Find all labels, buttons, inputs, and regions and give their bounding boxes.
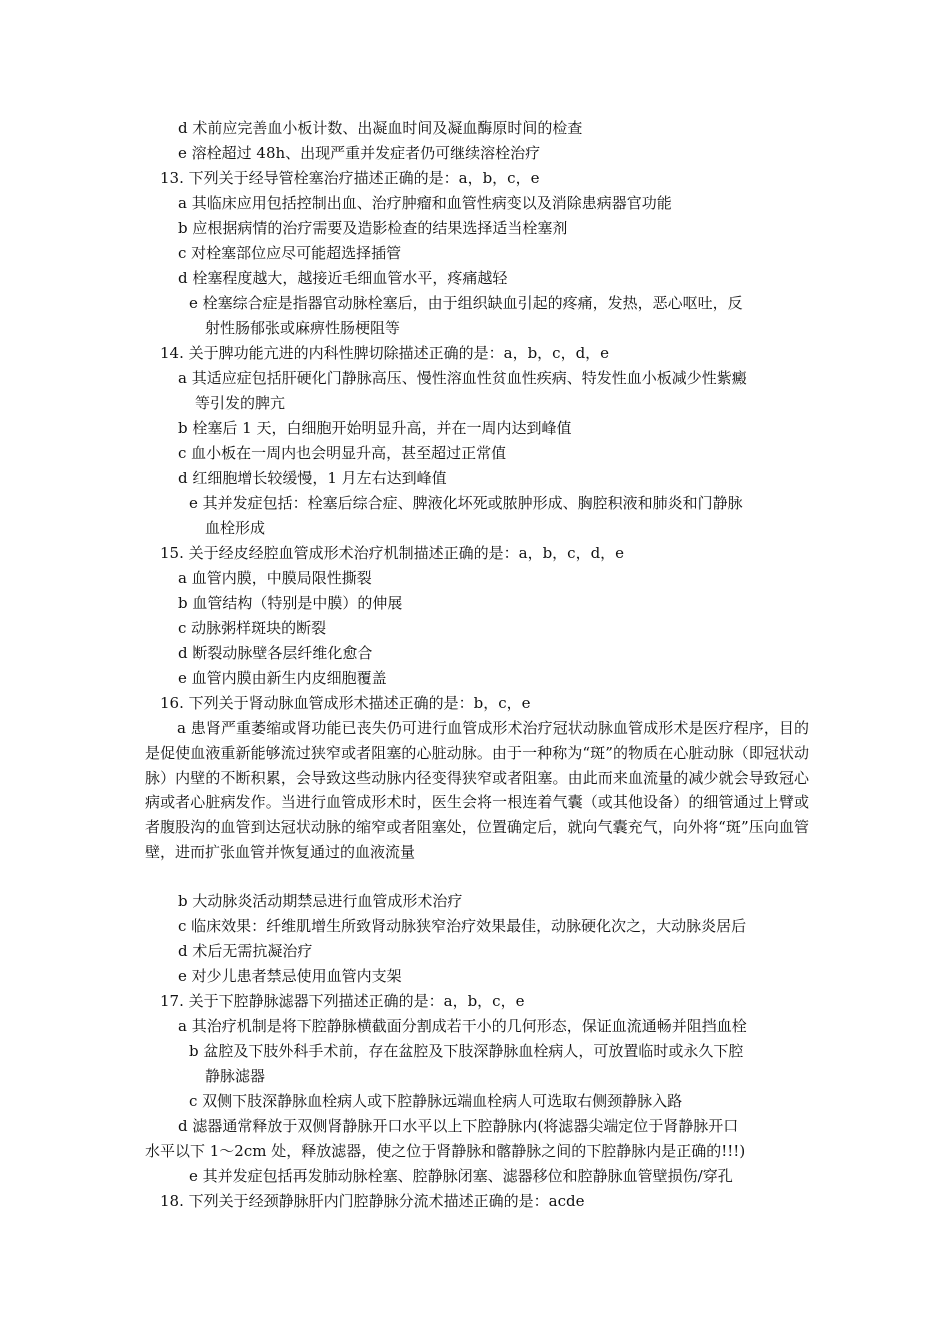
- question-15-option-d: d 断裂动脉壁各层纤维化愈合: [178, 644, 373, 662]
- question-14-option-a-continued: 等引发的脾亢: [195, 394, 286, 412]
- question-16-option-d: d 术后无需抗凝治疗: [178, 942, 313, 960]
- question-13-option-a: a 其临床应用包括控制出血、治疗肿瘤和血管性病变以及消除患病器官功能: [178, 194, 672, 212]
- question-12-option-d: d 术前应完善血小板计数、出凝血时间及凝血酶原时间的检查: [178, 119, 583, 137]
- question-16-option-a: a 患肾严重萎缩或肾功能已丧失仍可进行血管成形术治疗冠状动脉血管成形术是医疗程序，目的是促使血液重新能够流过狭窄或者阻塞的心脏动脉。由于一种称为“斑”的物质在心脏动脉（即冠状动脉）内壁的不断积累，会导致这些动脉内径变得狭窄或者阻塞。由此而来血流量的减少就会导致冠心病或者心脏病发作。当进行血管成形术时，医生会将一根连着气囊（或其他设备）的细管通过上臂或者腹股沟的血管到达冠状动脉的缩窄或者阻塞处，位置确定后，就向气囊充气，向外将“斑”压向血管壁，进而扩张血管并恢复通过的血液流量: [145, 719, 809, 861]
- question-17-option-b-continued: 静脉滤器: [205, 1067, 266, 1085]
- question-13-option-b: b 应根据病情的治疗需要及造影检查的结果选择适当栓塞剂: [178, 219, 568, 237]
- question-16-option-b: b 大动脉炎活动期禁忌进行血管成形术治疗: [178, 892, 463, 910]
- question-17-option-c: c 双侧下肢深静脉血栓病人或下腔静脉远端血栓病人可选取右侧颈静脉入路: [189, 1092, 683, 1110]
- question-14-option-e-continued: 血栓形成: [205, 519, 266, 537]
- question-14-stem: 14. 关于脾功能亢进的内科性脾切除描述正确的是：a，b，c，d，e: [160, 344, 610, 362]
- question-16-option-e: e 对少儿患者禁忌使用血管内支架: [178, 967, 402, 985]
- question-14-option-a: a 其适应症包括肝硬化门静脉高压、慢性溶血性贫血性疾病、特发性血小板减少性紫癜: [178, 369, 747, 387]
- question-17-option-b: b 盆腔及下肢外科手术前，存在盆腔及下肢深静脉血栓病人，可放置临时或永久下腔: [189, 1042, 744, 1060]
- question-18-stem: 18. 下列关于经颈静脉肝内门腔静脉分流术描述正确的是：acde: [160, 1192, 585, 1210]
- question-17-stem: 17. 关于下腔静脉滤器下列描述正确的是：a，b，c，e: [160, 992, 525, 1010]
- question-17-option-d: d 滤器通常释放于双侧肾静脉开口水平以上下腔静脉内(将滤器尖端定位于肾静脉开口: [178, 1117, 739, 1135]
- question-17-option-d-continued: 水平以下 1～2cm 处，释放滤器，使之位于肾静脉和髂静脉之间的下腔静脉内是正确的!!!): [145, 1142, 746, 1160]
- question-15-stem: 15. 关于经皮经腔血管成形术治疗机制描述正确的是：a，b，c，d，e: [160, 544, 625, 562]
- question-16-option-c: c 临床效果：纤维肌增生所致肾动脉狭窄治疗效果最佳，动脉硬化次之，大动脉炎居后: [178, 917, 747, 935]
- question-14-option-c: c 血小板在一周内也会明显升高，甚至超过正常值: [178, 444, 507, 462]
- question-14-option-d: d 红细胞增长较缓慢，1 月左右达到峰值: [178, 469, 447, 487]
- question-15-option-e: e 血管内膜由新生内皮细胞覆盖: [178, 669, 387, 687]
- question-13-option-e-continued: 射性肠郁张或麻痹性肠梗阻等: [205, 319, 401, 337]
- question-13-option-d: d 栓塞程度越大，越接近毛细血管水平，疼痛越轻: [178, 269, 508, 287]
- question-15-option-c: c 动脉粥样斑块的断裂: [178, 619, 327, 637]
- question-14-option-b: b 栓塞后 1 天，白细胞开始明显升高，并在一周内达到峰值: [178, 419, 572, 437]
- question-17-option-a: a 其治疗机制是将下腔静脉横截面分割成若干小的几何形态，保证血流通畅并阻挡血栓: [178, 1017, 747, 1035]
- question-17-option-e: e 其并发症包括再发肺动脉栓塞、腔静脉闭塞、滤器移位和腔静脉血管壁损伤/穿孔: [189, 1167, 733, 1185]
- question-13-stem: 13. 下列关于经导管栓塞治疗描述正确的是：a，b，c，e: [160, 169, 540, 187]
- question-12-option-e: e 溶栓超过 48h、出现严重并发症者仍可继续溶栓治疗: [178, 144, 541, 162]
- question-13-option-c: c 对栓塞部位应尽可能超选择插管: [178, 244, 402, 262]
- question-16-stem: 16. 下列关于肾动脉血管成形术描述正确的是：b，c，e: [160, 694, 531, 712]
- question-15-option-b: b 血管结构（特别是中膜）的伸展: [178, 594, 403, 612]
- question-13-option-e: e 栓塞综合症是指器官动脉栓塞后，由于组织缺血引起的疼痛，发热，恶心呕吐，反: [189, 294, 743, 312]
- question-15-option-a: a 血管内膜，中膜局限性撕裂: [178, 569, 372, 587]
- question-14-option-e: e 其并发症包括：栓塞后综合症、脾液化坏死或脓肿形成、胸腔积液和肺炎和门静脉: [189, 494, 743, 512]
